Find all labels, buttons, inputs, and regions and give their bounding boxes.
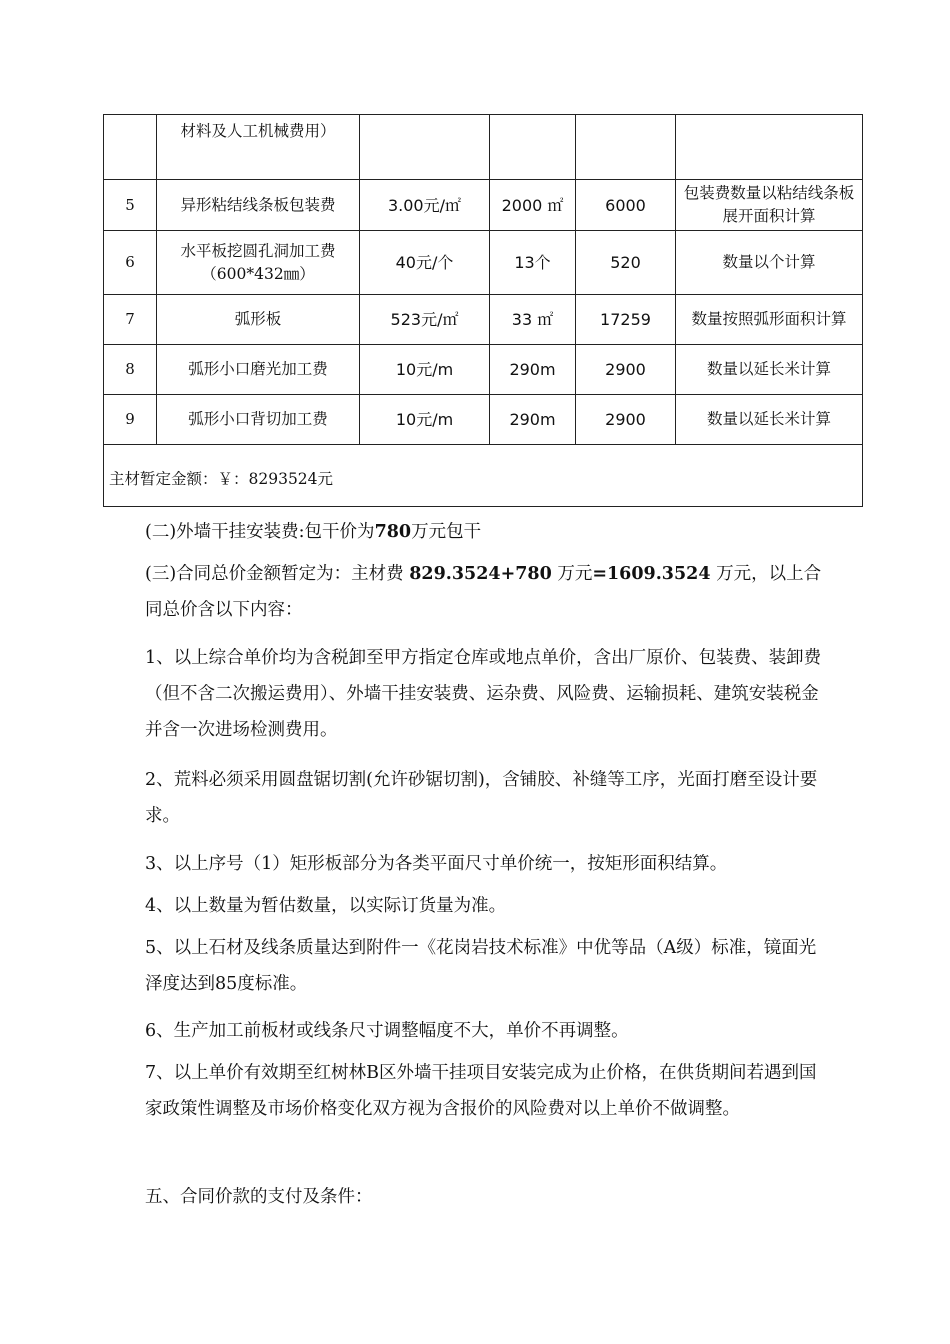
row-number: 6 [104, 231, 157, 295]
remark [676, 115, 863, 180]
amount: 17259 [576, 295, 676, 345]
row-number [104, 115, 157, 180]
row-number: 9 [104, 395, 157, 445]
clause-4: 4、以上数量为暂估数量，以实际订货量为准。 [145, 896, 507, 916]
table-row [104, 295, 863, 345]
quantity: 13个 [490, 231, 576, 295]
item-name: 水平板挖圆孔洞加工费（600*432㎜） [157, 231, 360, 295]
clause-3: 3、以上序号（1）矩形板部分为各类平面尺寸单价统一，按矩形面积结算。 [145, 854, 728, 874]
unit-price: 523元/㎡ [360, 295, 490, 345]
item-name: 弧形小口背切加工费 [157, 395, 360, 445]
quantity: 33 ㎡ [490, 295, 576, 345]
unit-price: 40元/个 [360, 231, 490, 295]
table-row [104, 180, 863, 231]
clause-1: 1、以上综合单价均为含税卸至甲方指定仓库或地点单价，含出厂原价、包装费、装卸费（但不含二次搬运费用）、外墙干挂安装费、运杂费、风险费、运输损耗、建筑安装税金并含一次进场检测费用。 [145, 648, 822, 740]
amount: 6000 [576, 180, 676, 231]
remark: 数量按照弧形面积计算 [676, 295, 863, 345]
total-price-result: =1609.3524 [592, 564, 711, 584]
table-row [104, 115, 863, 180]
table-row [104, 395, 863, 445]
total-amount: 主材暂定金额：￥：8293524元 [104, 445, 863, 507]
table-row [104, 345, 863, 395]
total-price-unit: 万元 [557, 564, 593, 584]
total-price-text: (三)合同总价金额暂定为：主材费 [145, 564, 404, 584]
quantity: 290m [490, 395, 576, 445]
item-name: 弧形板 [157, 295, 360, 345]
install-fee-text: (二)外墙干挂安装费:包干价为 [145, 522, 375, 542]
unit-price: 10元/m [360, 395, 490, 445]
unit-price [360, 115, 490, 180]
clause-5: 5、以上石材及线条质量达到附件一《花岗岩技术标准》中优等品（A级）标准，镜面光泽度达到85度标准。 [145, 938, 817, 994]
paragraph-install-fee [145, 514, 825, 550]
amount: 520 [576, 231, 676, 295]
amount [576, 115, 676, 180]
remark: 数量以个计算 [676, 231, 863, 295]
total-price-tail: 万元，以上合同总价含以下内容： [145, 564, 822, 620]
amount: 2900 [576, 345, 676, 395]
section-5-heading: 五、合同价款的支付及条件： [145, 1187, 373, 1207]
remark: 数量以延长米计算 [676, 345, 863, 395]
price-table [103, 114, 863, 507]
paragraph-total-price [145, 556, 825, 628]
clause-2: 2、荒料必须采用圆盘锯切割(允许砂锯切割)，含铺胶、补缝等工序，光面打磨至设计要求。 [145, 770, 818, 826]
item-name: 异形粘结线条板包装费 [157, 180, 360, 231]
table-row [104, 231, 863, 295]
clause-7: 7、以上单价有效期至红树林B区外墙干挂项目安装完成为止价格，在供货期间若遇到国家政策性调整及市场价格变化双方视为含报价的风险费对以上单价不做调整。 [145, 1063, 817, 1119]
remark: 包装费数量以粘结线条板展开面积计算 [676, 180, 863, 231]
install-fee-unit: 万元包干 [411, 522, 482, 542]
unit-price: 10元/m [360, 345, 490, 395]
item-name: 弧形小口磨光加工费 [157, 345, 360, 395]
total-row [104, 445, 863, 507]
amount: 2900 [576, 395, 676, 445]
item-name: 材料及人工机械费用） [157, 115, 360, 180]
row-number: 5 [104, 180, 157, 231]
total-price-formula: 829.3524+780 [409, 564, 552, 584]
unit-price: 3.00元/㎡ [360, 180, 490, 231]
row-number: 7 [104, 295, 157, 345]
clause-6: 6、生产加工前板材或线条尺寸调整幅度不大，单价不再调整。 [145, 1021, 629, 1041]
quantity [490, 115, 576, 180]
row-number: 8 [104, 345, 157, 395]
quantity: 290m [490, 345, 576, 395]
quantity: 2000 ㎡ [490, 180, 576, 231]
remark: 数量以延长米计算 [676, 395, 863, 445]
install-fee-amount: 780 [374, 522, 412, 542]
